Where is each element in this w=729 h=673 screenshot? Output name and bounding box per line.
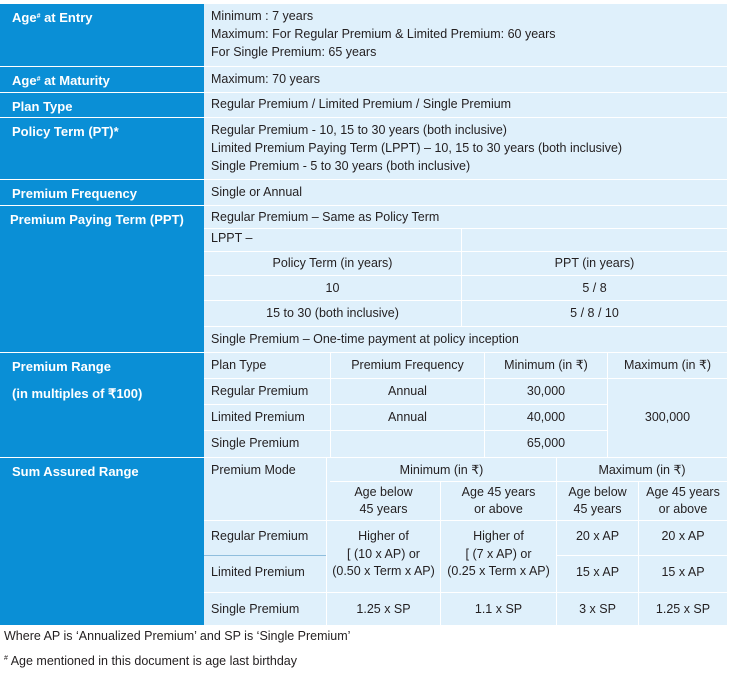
sa-max-below-45-header: Age below 45 years — [568, 485, 627, 516]
range-maximum-value: 300,000 — [644, 410, 691, 424]
sa-single-label: Single Premium — [211, 602, 300, 616]
ppt-row2-term: 15 to 30 (both inclusive) — [266, 306, 399, 320]
ppt-single: Single Premium – One-time payment at policy inception — [211, 332, 519, 346]
age-entry-maximum: Maximum: For Regular Premium & Limited Premium: 60 years — [211, 27, 556, 41]
label-premium-frequency: Premium Frequency — [0, 180, 204, 205]
age-entry-single: For Single Premium: 65 years — [211, 45, 377, 59]
range-header-plan-type: Plan Type — [211, 358, 267, 372]
label-premium-paying-term: Premium Paying Term (PPT) — [0, 206, 204, 352]
policy-term-regular: Regular Premium - 10, 15 to 30 years (both inclusive) — [211, 123, 507, 137]
label-sum-assured-range: Sum Assured Range — [0, 458, 204, 625]
hash-mark: # — [36, 13, 41, 20]
sa-regular-max-below: 20 x AP — [575, 529, 620, 543]
label-age-at-entry: Age# at Entry — [0, 4, 204, 66]
sa-min-above-formula: Higher of [ (7 x AP) or (0.25 x Term x AP) — [447, 529, 550, 578]
label-plan-type: Plan Type — [0, 93, 204, 117]
sa-single-min-below: 1.25 x SP — [356, 602, 411, 616]
range-regular-frequency: Annual — [388, 384, 427, 398]
age-entry-minimum: Minimum : 7 years — [211, 9, 314, 23]
range-regular-minimum: 30,000 — [526, 384, 566, 398]
ppt-row1-term: 10 — [325, 281, 340, 295]
sa-header-maximum: Maximum (in ₹) — [598, 463, 686, 477]
range-limited-minimum: 40,000 — [526, 410, 566, 424]
age-maturity-value: Maximum: 70 years — [211, 72, 321, 86]
sa-single-max-below: 3 x SP — [579, 602, 616, 616]
policy-term-limited: Limited Premium Paying Term (LPPT) – 10, 15 to 30 years (both inclusive) — [211, 141, 623, 155]
range-header-frequency: Premium Frequency — [351, 358, 464, 372]
sa-single-min-above: 1.1 x SP — [474, 602, 523, 616]
range-regular-label: Regular Premium — [211, 384, 309, 398]
range-limited-label: Limited Premium — [211, 410, 305, 424]
ppt-row2-ppt: 5 / 8 / 10 — [570, 306, 619, 320]
sa-max-45-above-header: Age 45 years or above — [646, 485, 720, 516]
footnote-age: # Age mentioned in this document is age last birthday — [4, 654, 297, 668]
sa-regular-label: Regular Premium — [211, 529, 309, 543]
sa-regular-max-above: 20 x AP — [661, 529, 705, 543]
range-single-label: Single Premium — [211, 436, 300, 450]
footnote-ap-sp: Where AP is ‘Annualized Premium’ and SP is ‘Single Premium’ — [4, 629, 351, 643]
label-policy-term: Policy Term (PT)* — [0, 118, 204, 179]
sa-header-mode: Premium Mode — [211, 463, 296, 477]
premium-frequency-value: Single or Annual — [211, 185, 303, 199]
sa-min-below-45-header: Age below 45 years — [354, 485, 413, 516]
sa-min-45-above-header: Age 45 years or above — [461, 485, 536, 516]
range-single-minimum: 65,000 — [526, 436, 566, 450]
label-age-at-maturity: Age# at Maturity — [0, 67, 204, 92]
ppt-regular: Regular Premium – Same as Policy Term — [211, 210, 440, 224]
sa-limited-max-below: 15 x AP — [575, 565, 620, 579]
sa-header-minimum: Minimum (in ₹) — [399, 463, 484, 477]
ppt-header-policy-term: Policy Term (in years) — [272, 256, 393, 270]
range-limited-frequency: Annual — [388, 410, 427, 424]
sa-limited-label: Limited Premium — [211, 565, 305, 579]
range-header-maximum: Maximum (in ₹) — [623, 358, 712, 372]
sa-limited-max-above: 15 x AP — [661, 565, 705, 579]
ppt-header-ppt: PPT (in years) — [554, 256, 635, 270]
ppt-lppt-label: LPPT – — [211, 231, 253, 245]
policy-term-single: Single Premium - 5 to 30 years (both inclusive) — [211, 159, 471, 173]
sa-single-max-above: 1.25 x SP — [655, 602, 711, 616]
sa-min-below-formula: Higher of [ (10 x AP) or (0.50 x Term x AP) — [332, 529, 435, 578]
label-premium-range: Premium Range (in multiples of ₹100) — [0, 353, 204, 457]
ppt-row1-ppt: 5 / 8 — [582, 281, 607, 295]
range-header-minimum: Minimum (in ₹) — [504, 358, 588, 372]
plan-type-value: Regular Premium / Limited Premium / Single Premium — [211, 97, 512, 111]
